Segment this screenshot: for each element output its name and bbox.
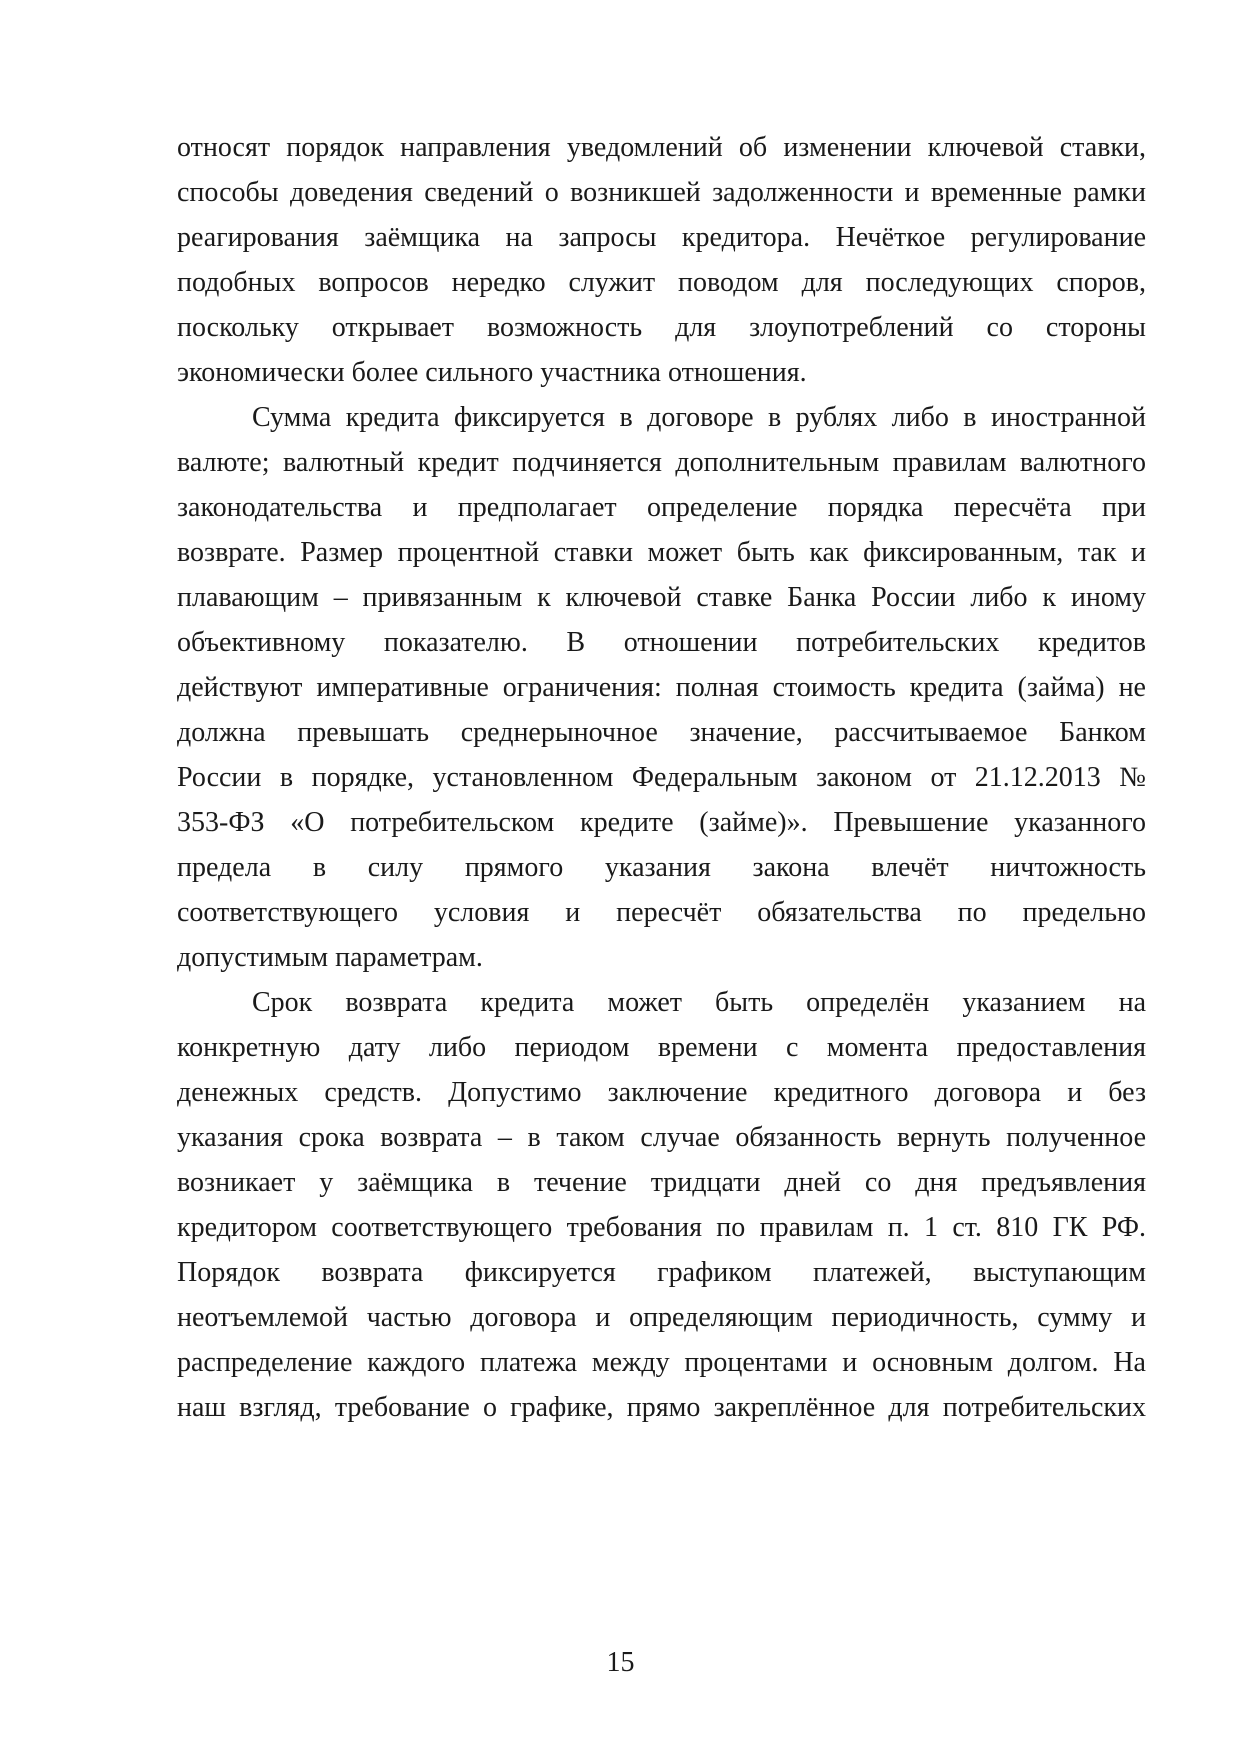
text-line: должна превышать среднерыночное значение, рассчитываемое Банком xyxy=(177,717,1146,748)
text-line: законодательства и предполагает определение порядка пересчёта при xyxy=(177,492,1146,523)
text-line: объективному показателю. В отношении потребительских кредитов xyxy=(177,627,1146,658)
body-text xyxy=(177,0,1146,1620)
text-line: валюте; валютный кредит подчиняется дополнительным правилам валютного xyxy=(177,447,1146,478)
text-line: способы доведения сведений о возникшей задолженности и временные рамки xyxy=(177,177,1146,208)
text-line: предела в силу прямого указания закона влечёт ничтожность xyxy=(177,852,1146,883)
text-line: экономически более сильного участника отношения. xyxy=(177,357,807,388)
text-line: реагирования заёмщика на запросы кредитора. Нечёткое регулирование xyxy=(177,222,1146,253)
page-number: 15 xyxy=(606,1647,635,1678)
text-line: действуют императивные ограничения: полная стоимость кредита (займа) не xyxy=(177,672,1146,703)
text-line: наш взгляд, требование о графике, прямо закреплённое для потребительских xyxy=(177,1392,1146,1423)
text-line: относят порядок направления уведомлений об изменении ключевой ставки, xyxy=(177,132,1146,163)
text-line: возврате. Размер процентной ставки может быть как фиксированным, так и xyxy=(177,537,1146,568)
text-line: Срок возврата кредита может быть определён указанием на xyxy=(252,987,1146,1018)
text-line: указания срока возврата – в таком случае обязанность вернуть полученное xyxy=(177,1122,1146,1153)
text-line: 353-ФЗ «О потребительском кредите (займе)». Превышение указанного xyxy=(177,807,1146,838)
text-line: денежных средств. Допустимо заключение кредитного договора и без xyxy=(177,1077,1146,1108)
text-line: конкретную дату либо периодом времени с момента предоставления xyxy=(177,1032,1146,1063)
text-line: соответствующего условия и пересчёт обязательства по предельно xyxy=(177,897,1146,928)
text-line: плавающим – привязанным к ключевой ставке Банка России либо к иному xyxy=(177,582,1146,613)
text-line: неотъемлемой частью договора и определяющим периодичность, сумму и xyxy=(177,1302,1146,1333)
text-line: России в порядке, установленном Федеральным законом от 21.12.2013 № xyxy=(177,762,1146,793)
text-line: кредитором соответствующего требования по правилам п. 1 ст. 810 ГК РФ. xyxy=(177,1212,1146,1243)
text-line: поскольку открывает возможность для злоупотреблений со стороны xyxy=(177,312,1146,343)
text-line: распределение каждого платежа между процентами и основным долгом. На xyxy=(177,1347,1146,1378)
text-line: Сумма кредита фиксируется в договоре в рублях либо в иностранной xyxy=(252,402,1146,433)
text-line: допустимым параметрам. xyxy=(177,942,483,973)
text-line: подобных вопросов нередко служит поводом для последующих споров, xyxy=(177,267,1146,298)
text-line: Порядок возврата фиксируется графиком платежей, выступающим xyxy=(177,1257,1146,1288)
text-line: возникает у заёмщика в течение тридцати дней со дня предъявления xyxy=(177,1167,1146,1198)
